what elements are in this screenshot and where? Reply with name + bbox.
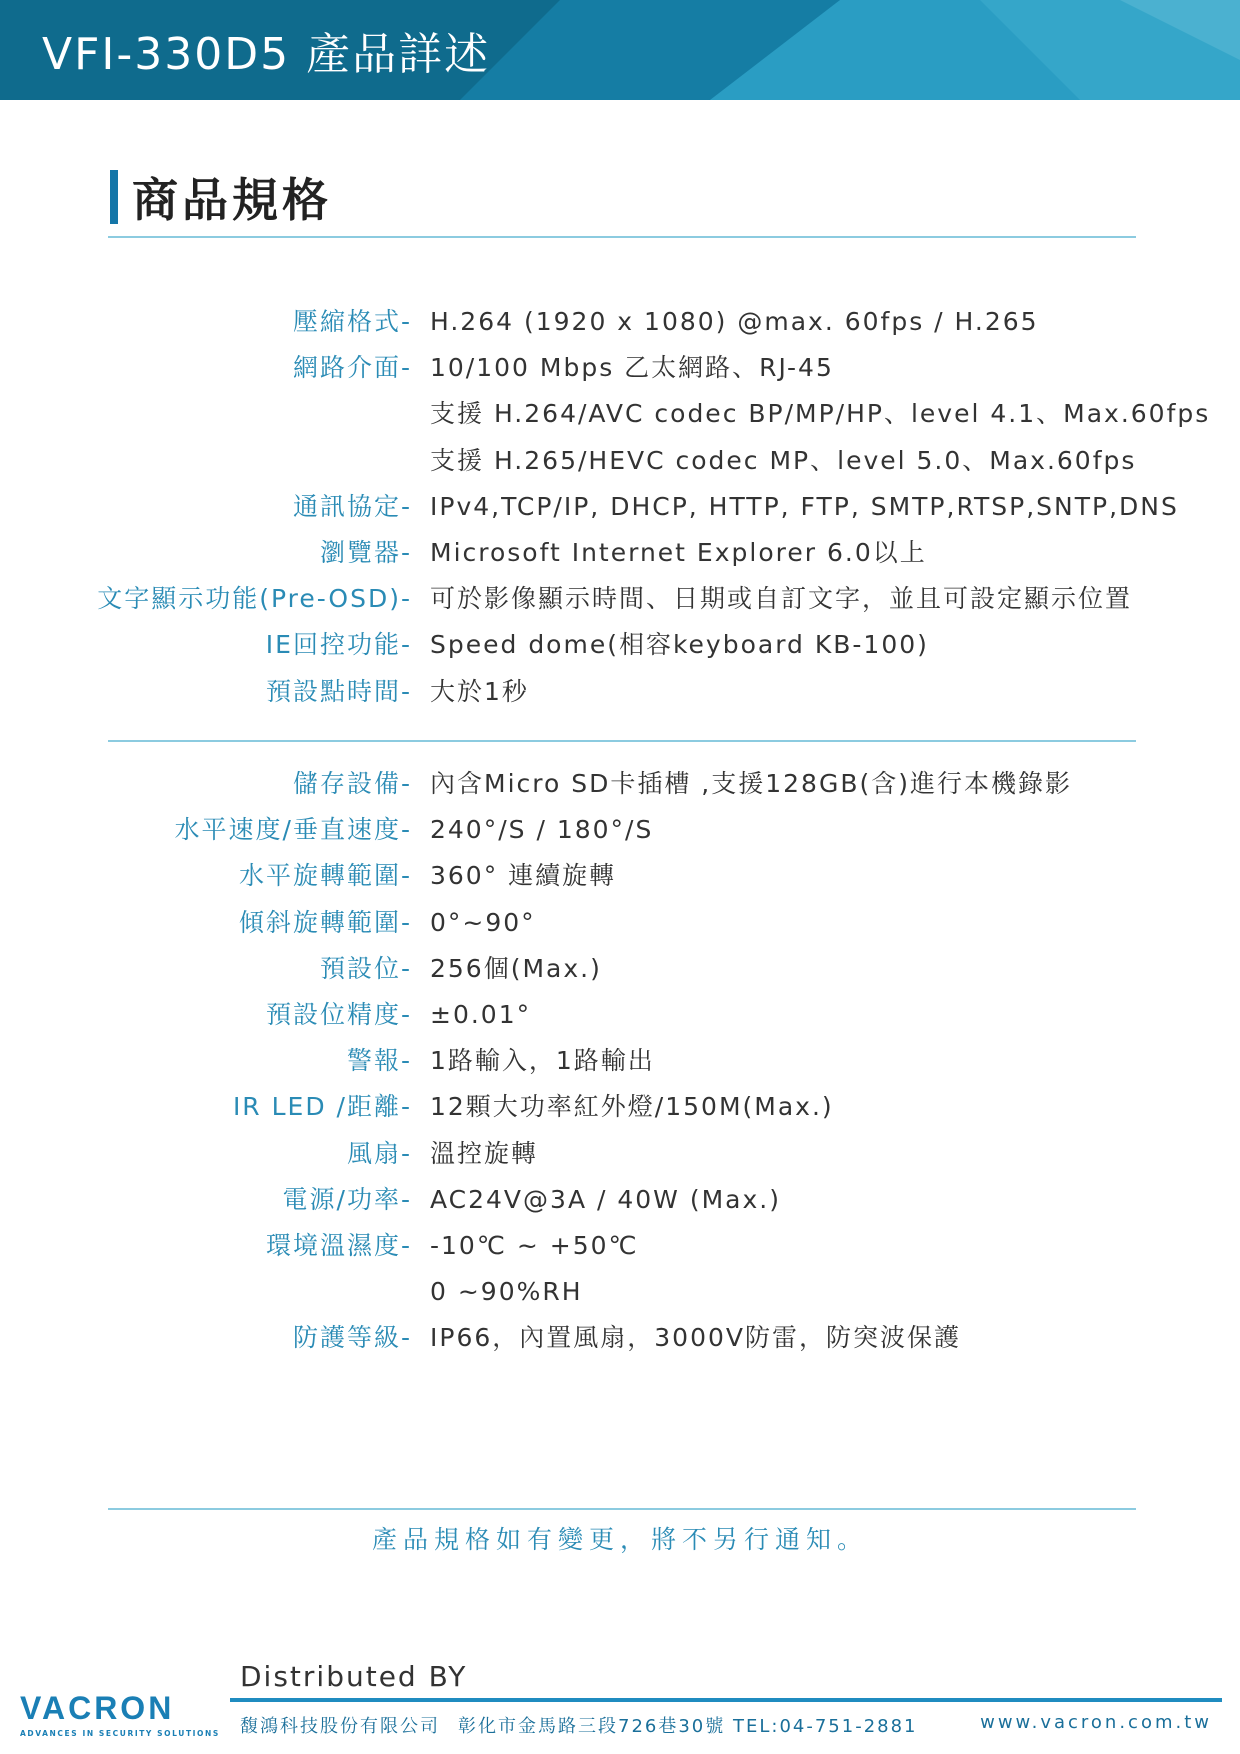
spec-row <box>0 625 1240 665</box>
page-title: VFI-330D5 產品詳述 <box>42 29 491 80</box>
spec-label: 預設點時間- <box>265 676 412 706</box>
spec-value: 0 ~90%RH <box>430 1277 583 1307</box>
notice-text: 產品規格如有變更，將不另行通知。 <box>371 1525 868 1554</box>
spec-label: 預設位精度- <box>265 1000 412 1029</box>
spec-value: 內含Micro SD卡插槽 ,支援128GB(含)進行本機錄影 <box>430 769 1072 798</box>
spec-label: 水平旋轉範圍- <box>238 861 412 891</box>
spec-value: 大於1秒 <box>430 676 529 706</box>
spec-row <box>0 764 1240 804</box>
spec-row <box>0 302 1240 342</box>
spec-value: 支援 H.265/HEVC codec MP、level 5.0、Max.60fps <box>430 445 1137 475</box>
spec-row <box>0 856 1240 896</box>
spec-value: 可於影像顯示時間、日期或自訂文字，並且可設定顯示位置 <box>430 584 1133 614</box>
spec-row <box>0 579 1240 619</box>
spec-row <box>0 441 1240 481</box>
section-accent-bar <box>110 170 118 224</box>
spec-label: 瀏覽器- <box>319 538 412 567</box>
spec-value: Speed dome(相容keyboard KB-100) <box>430 630 929 660</box>
spec-label: IR LED /距離- <box>232 1092 412 1122</box>
spec-row <box>0 1226 1240 1266</box>
section-title: 商品規格 <box>132 173 332 227</box>
spec-row <box>0 949 1240 989</box>
spec-row <box>0 1272 1240 1312</box>
spec-value: 360° 連續旋轉 <box>430 861 617 891</box>
spec-value: IPv4,TCP/IP, DHCP, HTTP, FTP, SMTP,RTSP,SNTP,DNS <box>430 491 1179 521</box>
website-link[interactable]: www.vacron.com.tw <box>980 1712 1212 1733</box>
divider <box>108 740 1136 742</box>
spec-row <box>0 995 1240 1035</box>
company-name: 馥鴻科技股份有限公司 <box>240 1716 440 1737</box>
spec-row <box>0 1041 1240 1081</box>
logo-wordmark: VACRON <box>20 1690 175 1726</box>
section-heading <box>110 168 332 226</box>
spec-row <box>0 348 1240 388</box>
spec-row <box>0 533 1240 573</box>
spec-row <box>0 394 1240 434</box>
spec-value: H.264 (1920 x 1080) @max. 60fps / H.265 <box>430 307 1039 336</box>
spec-value: 256個(Max.) <box>430 953 602 983</box>
spec-row <box>0 672 1240 712</box>
spec-label: 環境溫濕度- <box>265 1231 412 1260</box>
spec-label: 電源/功率- <box>282 1184 412 1214</box>
spec-value: 支援 H.264/AVC codec BP/MP/HP、level 4.1、Max.60fps <box>430 399 1211 429</box>
spec-value: ±0.01° <box>430 1000 532 1029</box>
footer-divider <box>230 1698 1222 1702</box>
spec-value: 1路輸入，1路輸出 <box>430 1046 655 1076</box>
spec-row <box>0 1318 1240 1358</box>
spec-value: 0°~90° <box>430 907 536 937</box>
spec-row <box>0 810 1240 850</box>
divider <box>108 1508 1136 1510</box>
page-header <box>0 0 1240 100</box>
spec-label: 水平速度/垂直速度- <box>174 815 412 845</box>
spec-value: 240°/S / 180°/S <box>430 815 654 845</box>
spec-value: IP66，內置風扇，3000V防雷，防突波保護 <box>430 1323 961 1353</box>
spec-row <box>0 1087 1240 1127</box>
spec-label: 通訊協定- <box>292 491 412 521</box>
spec-row <box>0 903 1240 943</box>
vacron-logo <box>20 1690 220 1738</box>
spec-label: 網路介面- <box>292 353 412 383</box>
distributed-by-label: Distributed BY <box>240 1660 468 1693</box>
spec-row <box>0 1180 1240 1220</box>
spec-label: 壓縮格式- <box>292 307 412 336</box>
spec-label: 傾斜旋轉範圍- <box>238 907 412 937</box>
spec-label: 文字顯示功能(Pre-OSD)- <box>97 584 412 614</box>
spec-label: IE回控功能- <box>265 630 412 660</box>
company-address: 彰化市金馬路三段726巷30號 TEL:04-751-2881 <box>458 1716 918 1737</box>
spec-value: 10/100 Mbps 乙太網路、RJ-45 <box>430 353 834 383</box>
divider <box>108 236 1136 238</box>
logo-tagline: ADVANCES IN SECURITY SOLUTIONS <box>20 1729 220 1738</box>
spec-value: -10℃ ~ +50℃ <box>430 1231 639 1260</box>
spec-value: AC24V@3A / 40W (Max.) <box>430 1184 781 1214</box>
spec-label: 警報- <box>346 1046 412 1076</box>
spec-row <box>0 1134 1240 1174</box>
spec-label: 儲存設備- <box>292 769 412 798</box>
spec-value: 12顆大功率紅外燈/150M(Max.) <box>430 1092 834 1122</box>
spec-label: 防護等級- <box>292 1323 412 1353</box>
spec-label: 風扇- <box>346 1138 412 1168</box>
spec-row <box>0 487 1240 527</box>
spec-label: 預設位- <box>319 953 412 983</box>
spec-value: Microsoft Internet Explorer 6.0以上 <box>430 538 927 567</box>
spec-value: 溫控旋轉 <box>430 1138 539 1168</box>
